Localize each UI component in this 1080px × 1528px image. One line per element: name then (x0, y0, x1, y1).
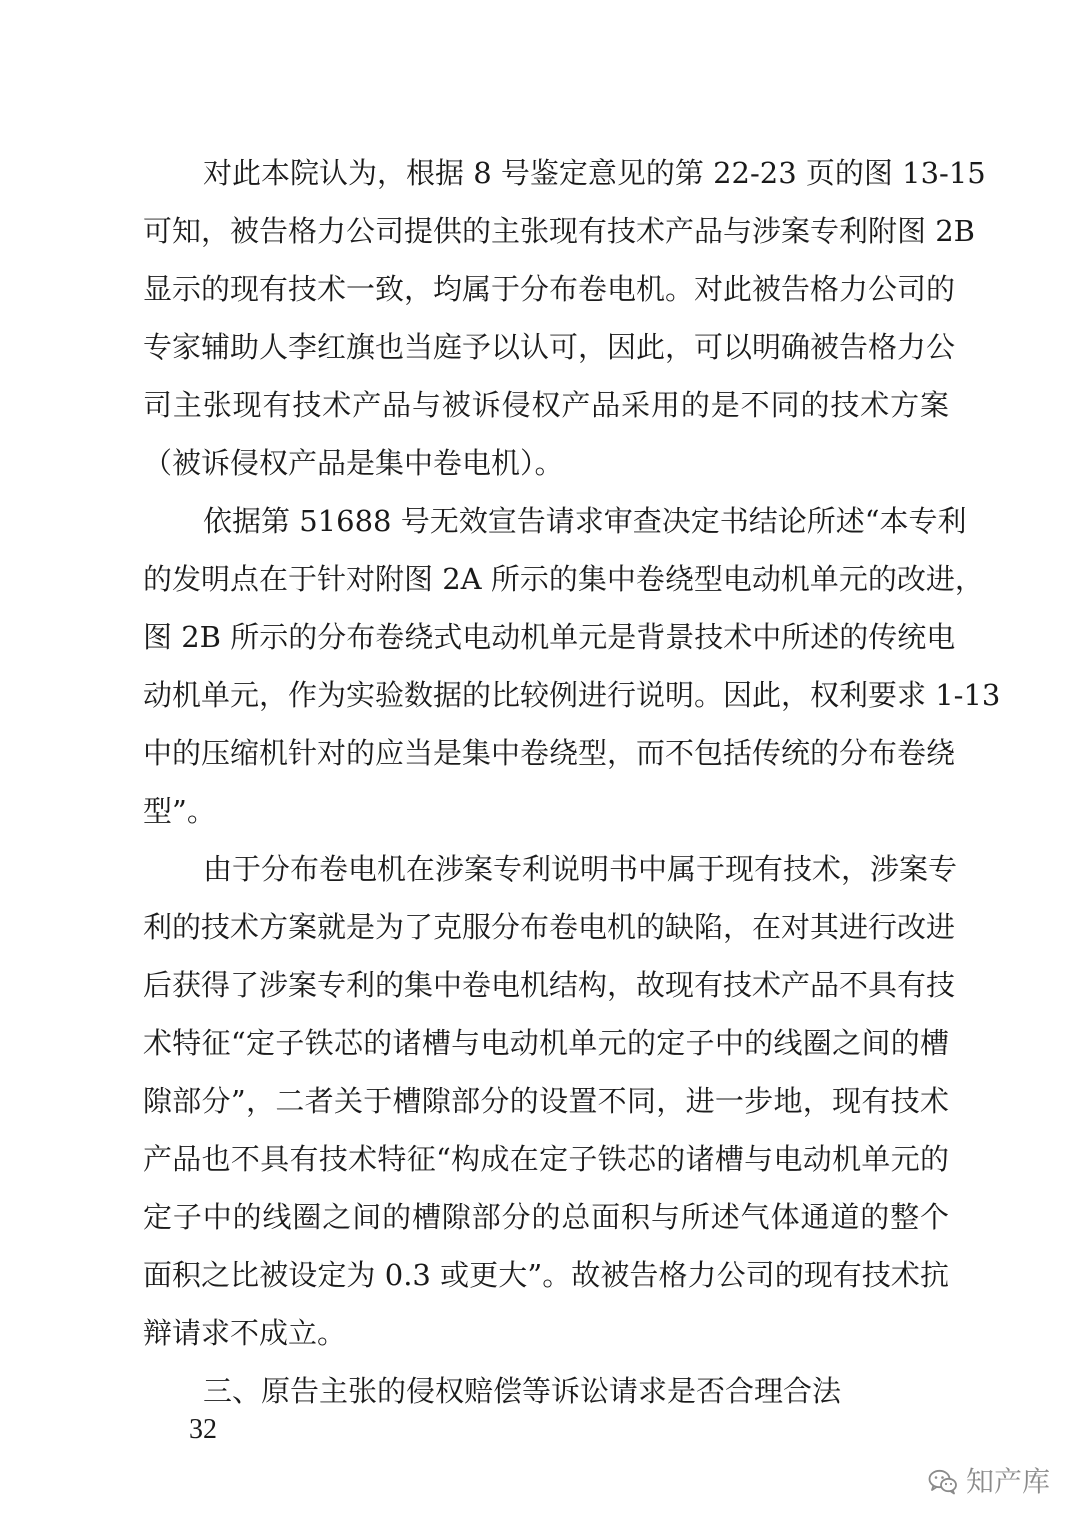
text-line: 司主张现有技术产品与被诉侵权产品采用的是不同的技术方案 (143, 388, 949, 422)
wechat-icon (928, 1469, 958, 1495)
text-line: 图 2B 所示的分布卷绕式电动机单元是背景技术中所述的传统电 (143, 620, 956, 654)
text-line: 产品也不具有技术特征“构成在定子铁芯的诸槽与电动机单元的 (143, 1142, 949, 1176)
text-line: 后获得了涉案专利的集中卷电机结构，故现有技术产品不具有技 (143, 968, 956, 1002)
text-line: 隙部分”，二者关于槽隙部分的设置不同，进一步地，现有技术 (143, 1084, 949, 1118)
text-line: 术特征“定子铁芯的诸槽与电动机单元的定子中的线圈之间的槽 (143, 1026, 949, 1060)
text-line: 依据第 51688 号无效宣告请求审查决定书结论所述“本专利 (203, 504, 967, 538)
text-line: 中的压缩机针对的应当是集中卷绕型，而不包括传统的分布卷绕 (143, 736, 956, 770)
text-line: 型”。 (143, 794, 216, 828)
text-line: 显示的现有技术一致，均属于分布卷电机。对此被告格力公司的 (143, 272, 956, 306)
text-line: 的发明点在于针对附图 2A 所示的集中卷绕型电动机单元的改进， (143, 562, 984, 596)
text-line: 动机单元，作为实验数据的比较例进行说明。因此，权利要求 1-13 (143, 678, 1001, 712)
text-line: 可知，被告格力公司提供的主张现有技术产品与涉案专利附图 2B (143, 214, 975, 248)
text-line: 辩请求不成立。 (143, 1316, 347, 1350)
text-line: （被诉侵权产品是集中卷电机）。 (143, 446, 564, 480)
text-line: 定子中的线圈之间的槽隙部分的总面积与所述气体通道的整个 (143, 1200, 949, 1234)
text-line: 专家辅助人李红旗也当庭予以认可，因此，可以明确被告格力公 (143, 330, 956, 364)
text-line: 面积之比被设定为 0.3 或更大”。故被告格力公司的现有技术抗 (143, 1258, 949, 1292)
text-line: 三、原告主张的侵权赔偿等诉讼请求是否合理合法 (203, 1374, 842, 1408)
watermark-text: 知产库 (966, 1465, 1051, 1498)
text-line: 对此本院认为，根据 8 号鉴定意见的第 22-23 页的图 13-15 (203, 156, 986, 190)
text-line: 利的技术方案就是为了克服分布卷电机的缺陷，在对其进行改进 (143, 910, 956, 944)
page-number: 32 (189, 1414, 217, 1445)
watermark (928, 1462, 1050, 1502)
text-line: 由于分布卷电机在涉案专利说明书中属于现有技术，涉案专 (203, 852, 958, 886)
